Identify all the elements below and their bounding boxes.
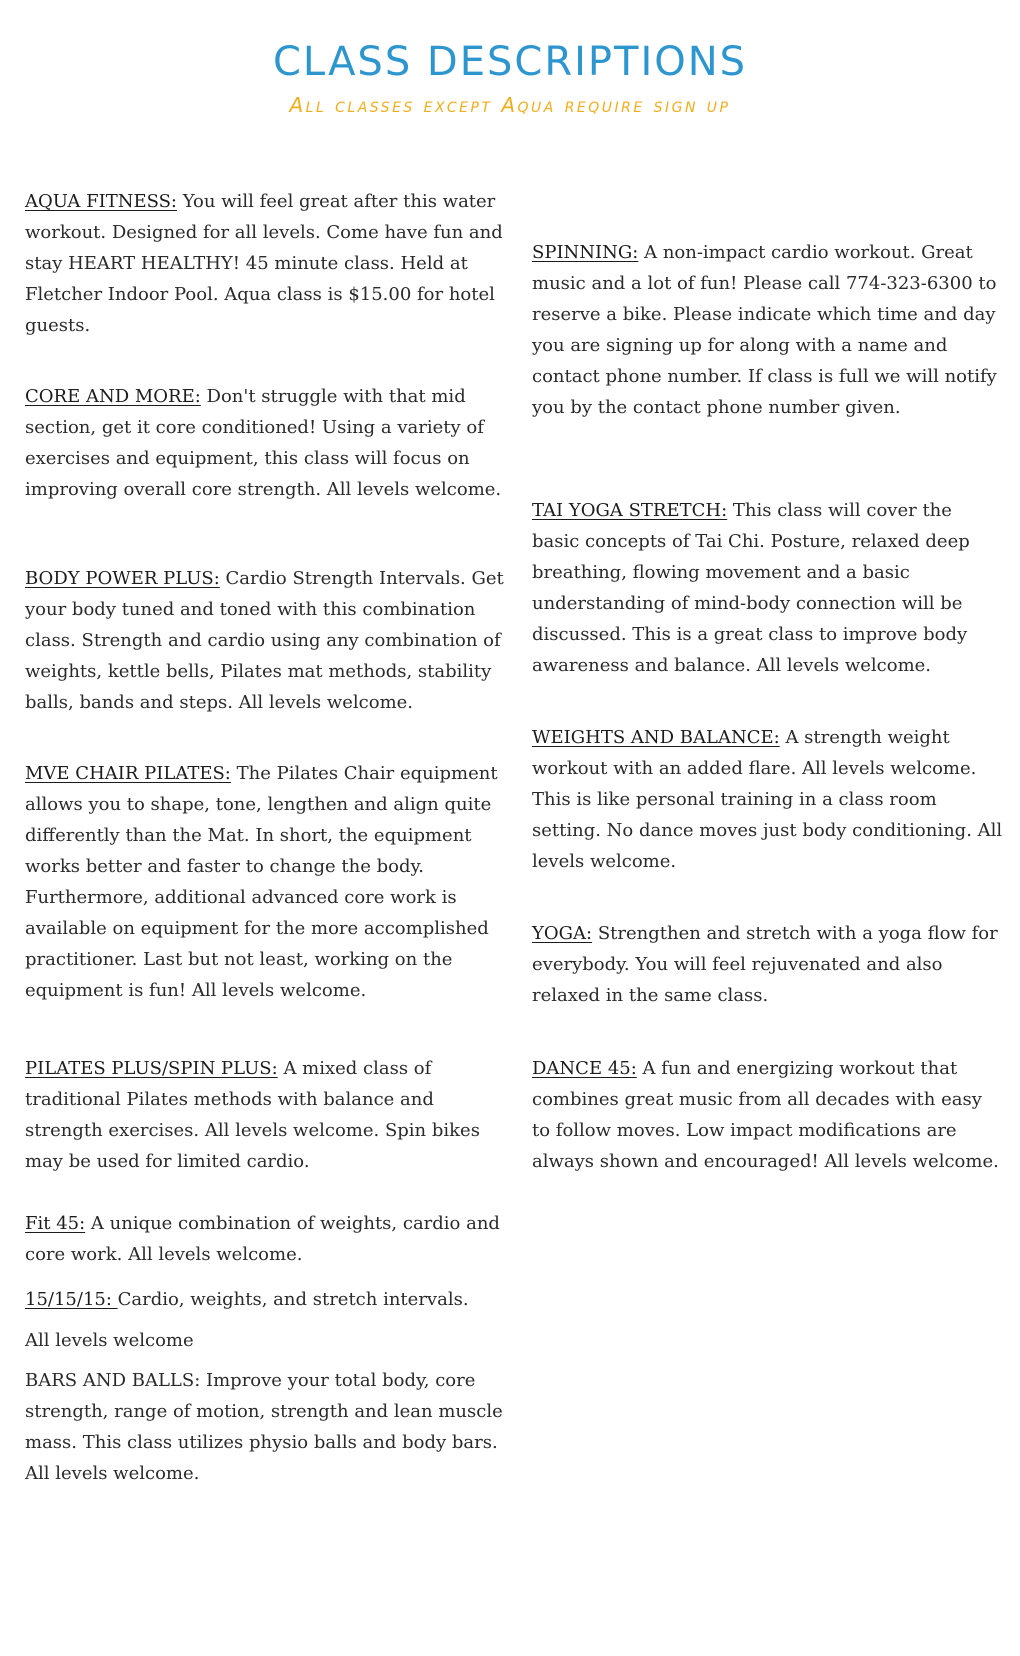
class-fit-45	[25, 1208, 515, 1270]
page-title: CLASS DESCRIPTIONS	[272, 39, 748, 85]
class-heading: YOGA:	[532, 923, 593, 944]
class-heading: Fit 45:	[25, 1213, 86, 1234]
class-heading: 15/15/15:	[25, 1289, 118, 1310]
class-description: A strength weight workout with an added flare. All levels welcome. This is like personal training in a class room setting. No dance moves just body conditioning. All levels welcome.	[532, 727, 1003, 872]
class-heading: MVE CHAIR PILATES:	[25, 763, 231, 784]
class-description: A non-impact cardio workout. Great music and a lot of fun! Please call 774-323-6300 to reserve a bike. Please indicate which time and day you are signing up for along with a name and contact phone number. If class is full we will notify you by the contact phone number given.	[532, 242, 997, 418]
class-pilates-plus-spin-plus	[25, 1053, 515, 1177]
class-bars-and-balls	[25, 1365, 515, 1489]
class-description: Don't struggle with that mid section, get it core conditioned! Using a variety of exercises and equipment, this class will focus on improving overall core strength. All levels welcome.	[25, 386, 502, 500]
class-heading: BODY POWER PLUS:	[25, 568, 220, 589]
class-description: : Improve your total body, core strength, range of motion, strength and lean muscle mass. This class utilizes physio balls and body bars. All levels welcome.	[25, 1370, 503, 1484]
class-heading: TAI YOGA STRETCH:	[532, 500, 728, 521]
class-description: Strengthen and stretch with a yoga flow for everybody. You will feel rejuvenated and also relaxed in the same class.	[532, 923, 998, 1006]
class-description: The Pilates Chair equipment allows you to shape, tone, lengthen and align quite differently than the Mat. In short, the equipment works better and faster to change the body. Furthermore, additional advanced core work is available on equipment for the more accomplished practitioner. Last but not least, working on the equipment is fun! All levels welcome.	[25, 763, 498, 1001]
class-weights-and-balance	[532, 722, 1004, 877]
class-description: Cardio, weights, and stretch intervals.	[117, 1289, 469, 1310]
class-mve-chair-pilates	[25, 758, 515, 1006]
class-heading: WEIGHTS AND BALANCE:	[532, 727, 780, 748]
class-description: All levels welcome	[25, 1330, 194, 1351]
class-aqua-fitness	[25, 186, 515, 341]
class-heading: CORE AND MORE:	[25, 386, 201, 407]
class-description: You will feel great after this water workout. Designed for all levels. Come have fun and stay HEART HEALTHY! 45 minute class. Held at Fletcher Indoor Pool. Aqua class is $15.00 for hotel guests.	[25, 191, 503, 336]
class-description: A fun and energizing workout that combines great music from all decades with easy to follow moves. Low impact modifications are always shown and encouraged! All levels welcome.	[532, 1058, 999, 1172]
class-spinning	[532, 237, 1004, 423]
page-subtitle: All classes except Aqua require sign up	[289, 93, 731, 117]
class-15-15-15	[25, 1284, 515, 1315]
class-heading: SPINNING:	[532, 242, 639, 263]
class-description: A mixed class of traditional Pilates methods with balance and strength exercises. All levels welcome. Spin bikes may be used for limited cardio.	[25, 1058, 480, 1172]
class-description: Cardio Strength Intervals. Get your body tuned and toned with this combination class. Strength and cardio using any combination of weights, kettle bells, Pilates mat methods, stability balls, bands and steps. All levels welcome.	[25, 568, 504, 713]
class-yoga	[532, 918, 1004, 1011]
class-heading: BARS AND BALLS	[25, 1370, 195, 1391]
class-description: A unique combination of weights, cardio and core work. All levels welcome.	[25, 1213, 500, 1265]
class-tai-yoga-stretch	[532, 495, 1004, 681]
class-15-15-15-levels	[25, 1325, 515, 1356]
class-dance-45	[532, 1053, 1004, 1177]
class-core-and-more	[25, 381, 515, 505]
class-body-power-plus	[25, 563, 515, 718]
class-description: This class will cover the basic concepts of Tai Chi. Posture, relaxed deep breathing, flowing movement and a basic understanding of mind-body connection will be discussed. This is a great class to improve body awareness and balance. All levels welcome.	[532, 500, 970, 676]
class-heading: DANCE 45:	[532, 1058, 637, 1079]
class-heading: AQUA FITNESS:	[25, 191, 177, 212]
class-heading: PILATES PLUS/SPIN PLUS:	[25, 1058, 278, 1079]
